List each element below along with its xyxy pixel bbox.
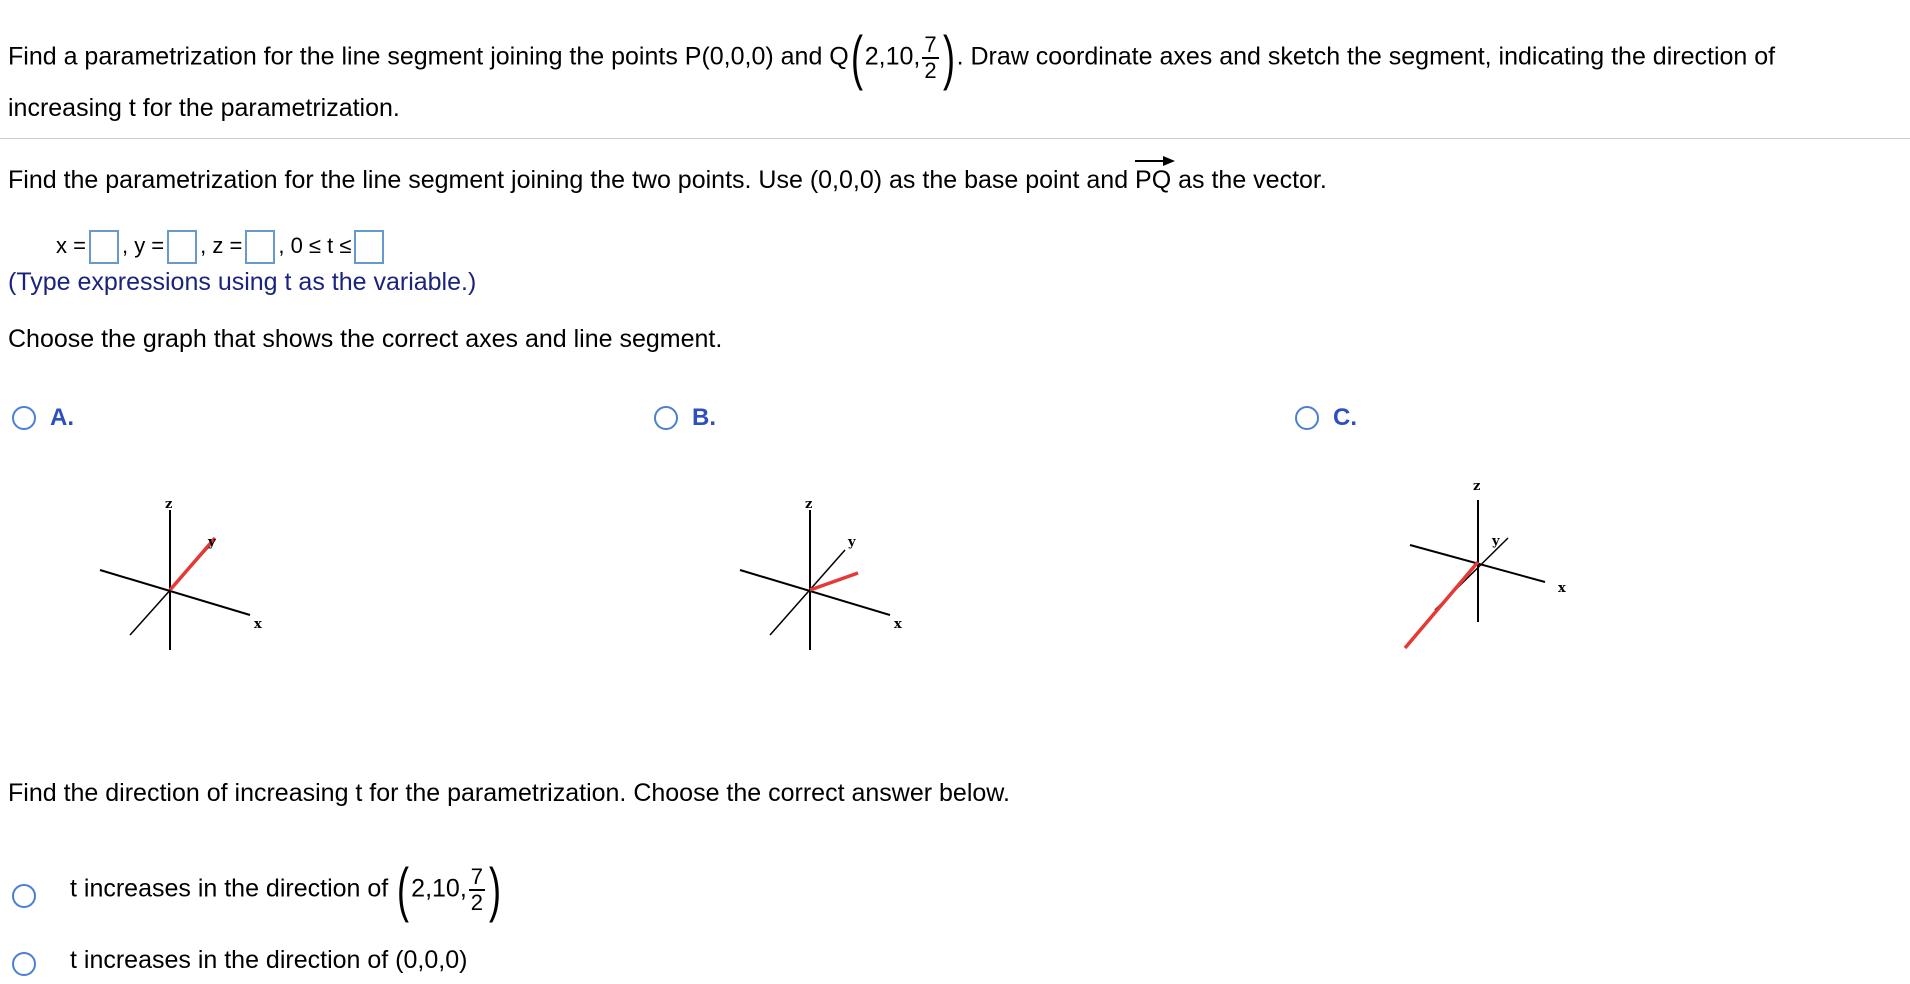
graph-b <box>730 490 910 660</box>
part1-prompt <box>8 164 1327 196</box>
option-b-radio[interactable] <box>654 406 678 430</box>
x-label: x = <box>56 233 86 258</box>
option-c-label[interactable]: C. <box>1333 404 1357 431</box>
y-label: , y = <box>121 233 165 258</box>
z-input[interactable] <box>245 230 275 264</box>
direction-option-1[interactable] <box>70 856 503 923</box>
direction-option-1-text: t increases in the direction of <box>70 874 389 903</box>
x-input[interactable] <box>89 230 119 264</box>
left-paren: ( <box>850 24 863 91</box>
x-axis-label: x <box>254 617 262 632</box>
right-paren: ) <box>489 856 502 923</box>
y-axis-label: y <box>1492 534 1500 549</box>
question-line-2: increasing t for the parametrization. <box>8 94 400 122</box>
direction-fraction <box>469 865 485 915</box>
option-a-label[interactable]: A. <box>50 404 74 431</box>
q-point-coords: 2,10, <box>864 42 921 71</box>
direction-option-2-radio[interactable] <box>12 952 36 976</box>
graph-c <box>1390 460 1590 660</box>
fraction-denominator: 2 <box>470 890 484 915</box>
option-c-radio[interactable] <box>1295 406 1319 430</box>
y-input[interactable] <box>167 230 197 264</box>
vector-label: PQ <box>1135 166 1172 194</box>
z-axis-label: z <box>165 497 173 512</box>
direction-option-2[interactable]: t increases in the direction of (0,0,0) <box>70 946 468 974</box>
left-paren: ( <box>397 856 410 923</box>
z-axis-label: z <box>1473 479 1481 494</box>
vector-arrow-icon <box>1135 156 1175 166</box>
direction-option-1-radio[interactable] <box>12 884 36 908</box>
x-axis <box>100 570 250 615</box>
fraction-numerator: 7 <box>470 864 484 889</box>
line-segment <box>1405 562 1478 648</box>
z-axis-label: z <box>805 497 813 512</box>
y-axis-label: y <box>208 535 216 550</box>
direction-option-1-coords: 2,10, <box>411 874 467 903</box>
x-axis-label: x <box>1558 581 1566 596</box>
part3-prompt: Find the direction of increasing t for the parametrization. Choose the correct answer below. <box>8 779 1010 807</box>
fraction-denominator: 2 <box>924 58 937 83</box>
input-hint: (Type expressions using t as the variable.) <box>8 268 477 296</box>
t-range-label: , 0 ≤ t ≤ <box>278 233 352 258</box>
y-axis <box>770 550 845 635</box>
x-axis <box>740 570 890 615</box>
x-axis-label: x <box>894 617 902 632</box>
option-a-radio[interactable] <box>12 406 36 430</box>
option-b-label[interactable]: B. <box>692 404 716 431</box>
part1-prompt-start: Find the parametrization for the line segment joining the two points. Use (0,0,0) as the base point and <box>8 166 1136 194</box>
z-label: , z = <box>200 233 243 258</box>
divider <box>0 138 1910 139</box>
question-suffix: . Draw coordinate axes and sketch the segment, indicating the direction of <box>956 42 1776 71</box>
y-axis-label: y <box>848 535 856 550</box>
fraction-numerator: 7 <box>924 32 937 57</box>
part1-prompt-end: as the vector. <box>1171 166 1327 194</box>
part2-prompt: Choose the graph that shows the correct axes and line segment. <box>8 325 723 353</box>
right-paren: ) <box>942 24 955 91</box>
vector-pq <box>1135 164 1171 196</box>
question-line-1 <box>8 24 1776 91</box>
q-fraction <box>922 33 938 83</box>
question-prefix: Find a parametrization for the line segment joining the points P(0,0,0) and Q <box>8 42 849 71</box>
parametrization-equations <box>56 226 387 266</box>
graph-a <box>90 490 270 660</box>
t-upper-input[interactable] <box>354 230 384 264</box>
